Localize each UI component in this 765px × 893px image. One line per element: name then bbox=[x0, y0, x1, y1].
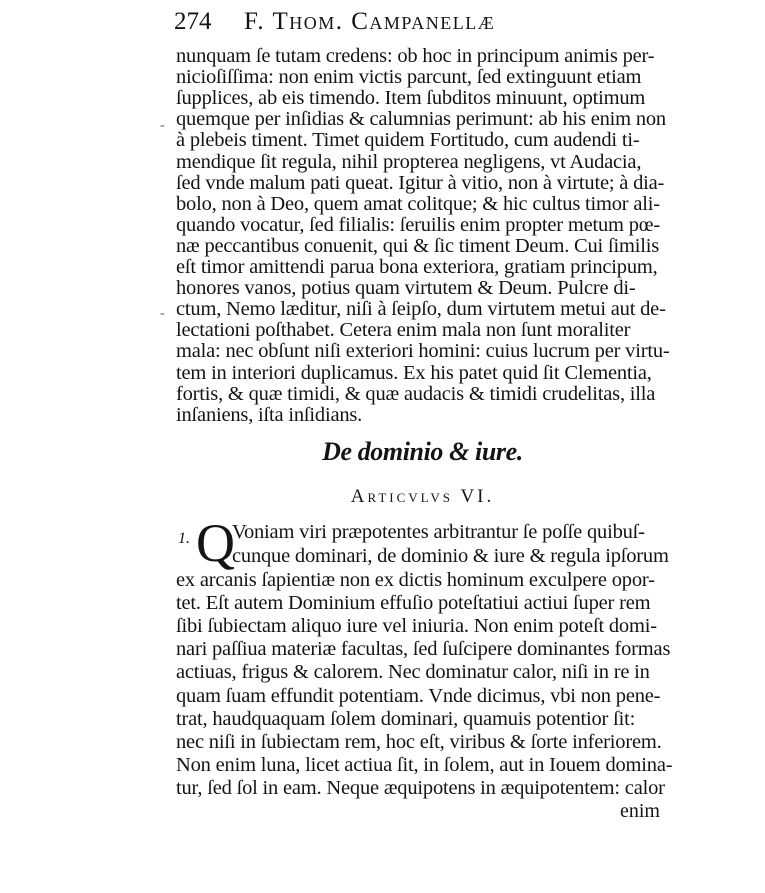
catchword: enim bbox=[620, 800, 660, 822]
text-line: quando vocatur, ſed filialis: ſeruilis enim propter metum pœ- bbox=[176, 213, 660, 236]
text-line: ſibi ſubiectam aliquo iure vel iniuria. Non enim poteſt domi- bbox=[176, 615, 657, 637]
text-line: honores vanos, potius quam virtutem & Deum. Pulcre di- bbox=[176, 277, 636, 300]
text-line: tet. Eſt autem Dominium effuſio poteſtatiui actiui ſuper rem bbox=[176, 592, 651, 614]
section-heading: De dominio & iure. bbox=[322, 437, 523, 466]
text-line: fortis, & quæ timidi, & quæ audacis & timidi crudelitas, illa bbox=[176, 382, 656, 405]
text-line: ſupplices, ab eis timendo. Item ſubditos minuunt, optimum bbox=[176, 87, 646, 110]
text-line: Voniam viri præpotentes arbitrantur ſe poſſe quibuſ- bbox=[232, 521, 645, 543]
drop-cap: Q bbox=[196, 513, 235, 573]
text-line: tem in interiori duplicamus. Ex his patet quid ſit Clementia, bbox=[176, 361, 652, 384]
page-number: 274 bbox=[174, 8, 212, 35]
margin-mark: - bbox=[160, 118, 165, 133]
running-head bbox=[174, 8, 674, 42]
text-line: mala: nec obſunt niſi exteriori homini: cuius lucrum per virtu- bbox=[176, 340, 670, 363]
text-line: bolo, non à Deo, quem amat colitque; & hic cultus timor ali- bbox=[176, 192, 660, 215]
text-line: lectationi poſthabet. Cetera enim mala non ſunt moraliter bbox=[176, 319, 631, 342]
text-line: ctum, Nemo læditur, niſi à ſeipſo, dum virtutem metui aut de- bbox=[176, 298, 666, 321]
text-line: inſaniens, iſta inſidians. bbox=[176, 403, 363, 426]
text-line: nari paſſiua materiæ facultas, ſed ſuſcipere dominantes formas bbox=[176, 638, 671, 660]
text-line: eſt timor amittendi parua bona exteriora, gratiam principum, bbox=[176, 256, 658, 278]
article-heading: Articvlvs VI. bbox=[350, 486, 495, 507]
text-line: tur, ſed ſol in eam. Neque æquipotens in æquipotentem: calor bbox=[176, 777, 665, 799]
text-line: quemque per inſidias & calumnias perimunt: ab his enim non bbox=[176, 108, 666, 131]
text-line: ex arcanis ſapientiæ non ex dictis hominum exculpere opor- bbox=[176, 569, 655, 591]
text-line: nec niſi in ſubiectam rem, hoc eſt, viribus & ſorte inferiorem. bbox=[176, 731, 662, 753]
text-line: næ peccantibus conuenit, qui & ſic timent Deum. Cui ſimilis bbox=[176, 234, 659, 257]
text-line: nunquam ſe tutam credens: ob hoc in principum animis per- bbox=[176, 45, 655, 67]
text-line: cunque dominari, de dominio & iure & regula ipſorum bbox=[232, 545, 669, 567]
text-line: quam ſuam effundit potentiam. Vnde dicimus, vbi non pene- bbox=[176, 685, 661, 707]
text-line: Non enim luna, licet actiua ſit, in ſolem, aut in Iouem domina- bbox=[176, 754, 673, 776]
paragraph-number: 1. bbox=[178, 530, 190, 547]
text-line: trat, haudquaquam ſolem dominari, quamuis potentior ſit: bbox=[176, 708, 636, 730]
running-title: F. Thom. Campanellæ bbox=[244, 8, 496, 35]
text-line: ſed vnde malum pati queat. Igitur à vitio, non à virtute; à dia- bbox=[176, 171, 665, 194]
text-line: actiuas, frigus & calorem. Nec dominatur calor, niſi in re in bbox=[176, 661, 650, 683]
text-line: mendique ſit regula, nihil propterea negligens, vt Audacia, bbox=[176, 150, 642, 173]
text-line: nicioſiſſima: non enim victis parcunt, ſed extinguunt etiam bbox=[176, 66, 642, 89]
margin-mark: - bbox=[160, 306, 165, 321]
text-line: à plebeis timent. Timet quidem Fortitudo, cum audendi ti- bbox=[176, 129, 640, 152]
